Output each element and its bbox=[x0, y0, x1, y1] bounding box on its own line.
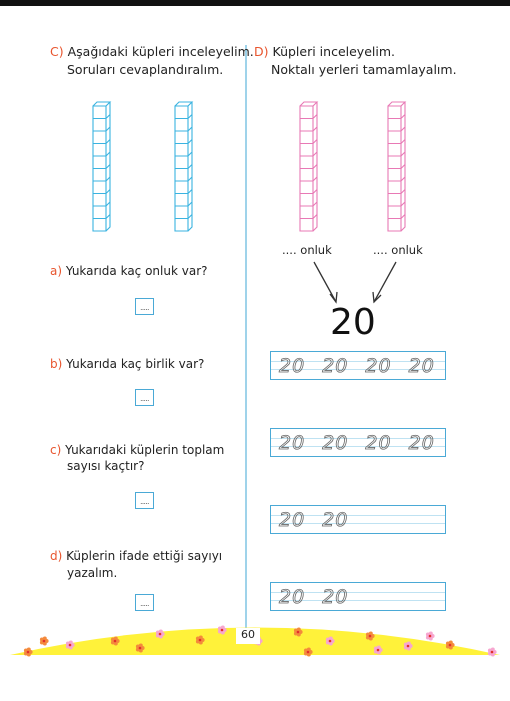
section-d-letter: D) bbox=[254, 44, 269, 59]
blue-rod-2 bbox=[175, 102, 192, 231]
question-c-text-line1: Yukarıdaki küplerin toplam bbox=[65, 443, 225, 457]
big-number: 20 bbox=[330, 302, 376, 343]
question-c-text-line2: sayısı kaçtır? bbox=[67, 459, 145, 473]
answer-box-a[interactable]: ..... bbox=[135, 298, 154, 315]
section-c-letter: C) bbox=[50, 44, 64, 59]
pink-rod-2 bbox=[388, 102, 405, 231]
question-b-text: Yukarıda kaç birlik var? bbox=[66, 357, 205, 371]
section-d-heading bbox=[254, 43, 395, 60]
answer-box-b[interactable]: ..... bbox=[135, 389, 154, 406]
flower-icon bbox=[488, 648, 497, 657]
question-c-letter: c) bbox=[50, 443, 62, 457]
blue-rod-1 bbox=[93, 102, 110, 231]
writing-line-4[interactable] bbox=[270, 582, 446, 611]
writing-line-3[interactable] bbox=[270, 505, 446, 534]
question-d-letter: d) bbox=[50, 549, 63, 563]
onluk-blank-right[interactable]: .... onluk bbox=[373, 243, 423, 257]
answer-box-c[interactable]: ..... bbox=[135, 492, 154, 509]
section-c-line1: Aşağıdaki küpleri inceleyelim. bbox=[67, 44, 254, 59]
tracing-text-2: 20 20 20 20 bbox=[279, 432, 435, 454]
question-a-text: Yukarıda kaç onluk var? bbox=[65, 264, 208, 278]
right-arrow bbox=[374, 262, 396, 302]
question-d-text-line2: yazalım. bbox=[67, 566, 118, 580]
ten-rods bbox=[93, 102, 405, 231]
writing-line-2[interactable] bbox=[270, 428, 446, 457]
question-b-letter: b) bbox=[50, 357, 63, 371]
flower-icon bbox=[40, 637, 49, 646]
tracing-text-4: 20 20 bbox=[279, 586, 349, 608]
onluk-blank-left[interactable]: .... onluk bbox=[282, 243, 332, 257]
section-d-line2: Noktalı yerleri tamamlayalım. bbox=[271, 62, 457, 77]
tracing-text-1: 20 20 20 20 bbox=[279, 355, 435, 377]
question-d bbox=[50, 548, 222, 564]
flower-icon bbox=[426, 632, 435, 641]
flower-icon bbox=[24, 648, 33, 657]
question-d-text-line1: Küplerin ifade ettiği sayıyı bbox=[66, 549, 223, 563]
question-a-letter: a) bbox=[50, 264, 63, 278]
arrows bbox=[314, 262, 396, 302]
tracing-text-3: 20 20 bbox=[279, 509, 349, 531]
question-c bbox=[50, 442, 224, 458]
pink-rod-1 bbox=[300, 102, 317, 231]
question-b bbox=[50, 356, 204, 372]
left-arrow bbox=[314, 262, 336, 302]
page-number: 60 bbox=[236, 628, 260, 644]
writing-line-1[interactable] bbox=[270, 351, 446, 380]
answer-box-d[interactable]: ..... bbox=[135, 594, 154, 611]
section-d-line1: Küpleri inceleyelim. bbox=[272, 44, 395, 59]
question-a bbox=[50, 263, 208, 279]
section-c-line2: Soruları cevaplandıralım. bbox=[67, 62, 224, 77]
